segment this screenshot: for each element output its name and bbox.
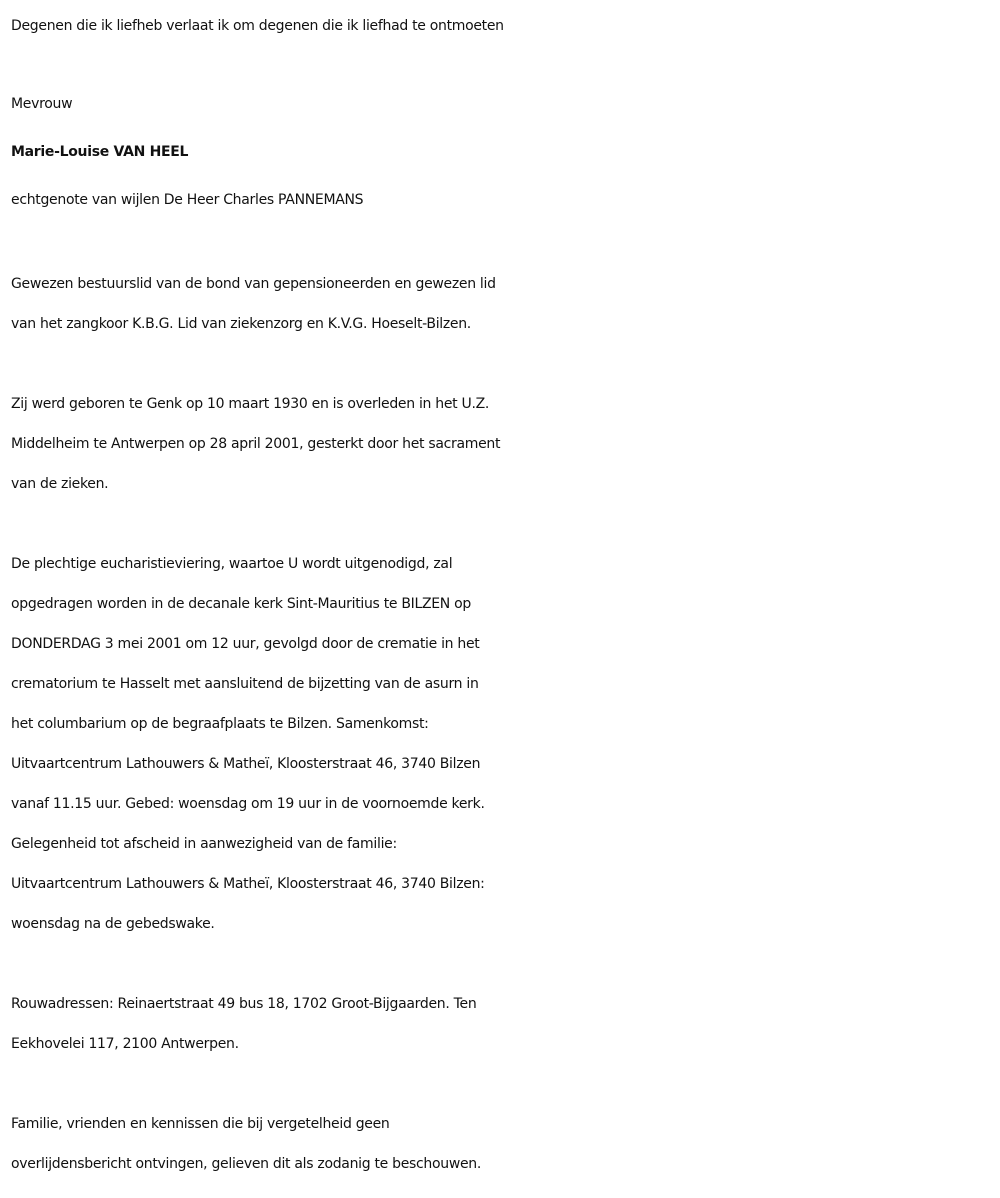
spouse-line: echtgenote van wijlen De Heer Charles PANNEMANS [11,192,364,208]
paragraph-line: Gewezen bestuurslid van de bond van gepensioneerden en gewezen lid [11,276,496,292]
paragraph-line: Uitvaartcentrum Lathouwers & Matheï, Kloosterstraat 46, 3740 Bilzen: [11,876,485,892]
paragraph-line: Zij werd geboren te Genk op 10 maart 1930 en is overleden in het U.Z. [11,396,490,412]
paragraph-line: van het zangkoor K.B.G. Lid van ziekenzorg en K.V.G. Hoeselt-Bilzen. [11,316,471,332]
paragraph-birth-death [11,384,991,504]
paragraph-line: woensdag na de gebedswake. [11,916,215,932]
spacer [11,944,991,984]
salutation: Mevrouw [11,96,73,112]
spacer [11,224,991,264]
paragraph-line: Middelheim te Antwerpen op 28 april 2001, gesterkt door het sacrament [11,436,501,452]
paragraph-addresses [11,984,991,1064]
spacer [11,504,991,544]
spacer [11,1064,991,1104]
paragraph-line: Eekhovelei 117, 2100 Antwerpen. [11,1036,239,1052]
paragraph-line: van de zieken. [11,476,109,492]
paragraph-line: DONDERDAG 3 mei 2001 om 12 uur, gevolgd door de crematie in het [11,636,480,652]
spacer [11,344,991,384]
spacer [11,46,991,80]
paragraph-line: Rouwadressen: Reinaertstraat 49 bus 18, 1702 Groot-Bijgaarden. Ten [11,996,477,1012]
paragraph-line: Gelegenheid tot afscheid in aanwezigheid van de familie: [11,836,397,852]
motto-line: Degenen die ik liefheb verlaat ik om degenen die ik liefhad te ontmoeten [11,18,504,34]
obituary-document [11,0,991,1184]
paragraph-line: crematorium te Hasselt met aansluitend de bijzetting van de asurn in [11,676,479,692]
title-block [11,80,991,224]
paragraph-line: het columbarium op de begraafplaats te Bilzen. Samenkomst: [11,716,429,732]
paragraph-line: vanaf 11.15 uur. Gebed: woensdag om 19 uur in de voornoemde kerk. [11,796,485,812]
paragraph-closing [11,1104,991,1184]
paragraph-membership [11,264,991,344]
paragraph-line: opgedragen worden in de decanale kerk Sint-Mauritius te BILZEN op [11,596,471,612]
deceased-name: Marie-Louise VAN HEEL [11,144,189,160]
paragraph-line: Familie, vrienden en kennissen die bij vergetelheid geen [11,1116,390,1132]
paragraph-line: overlijdensbericht ontvingen, gelieven dit als zodanig te beschouwen. [11,1156,482,1172]
paragraph-ceremony [11,544,991,944]
paragraph-line: De plechtige eucharistieviering, waartoe U wordt uitgenodigd, zal [11,556,453,572]
paragraph-line: Uitvaartcentrum Lathouwers & Matheï, Kloosterstraat 46, 3740 Bilzen [11,756,481,772]
